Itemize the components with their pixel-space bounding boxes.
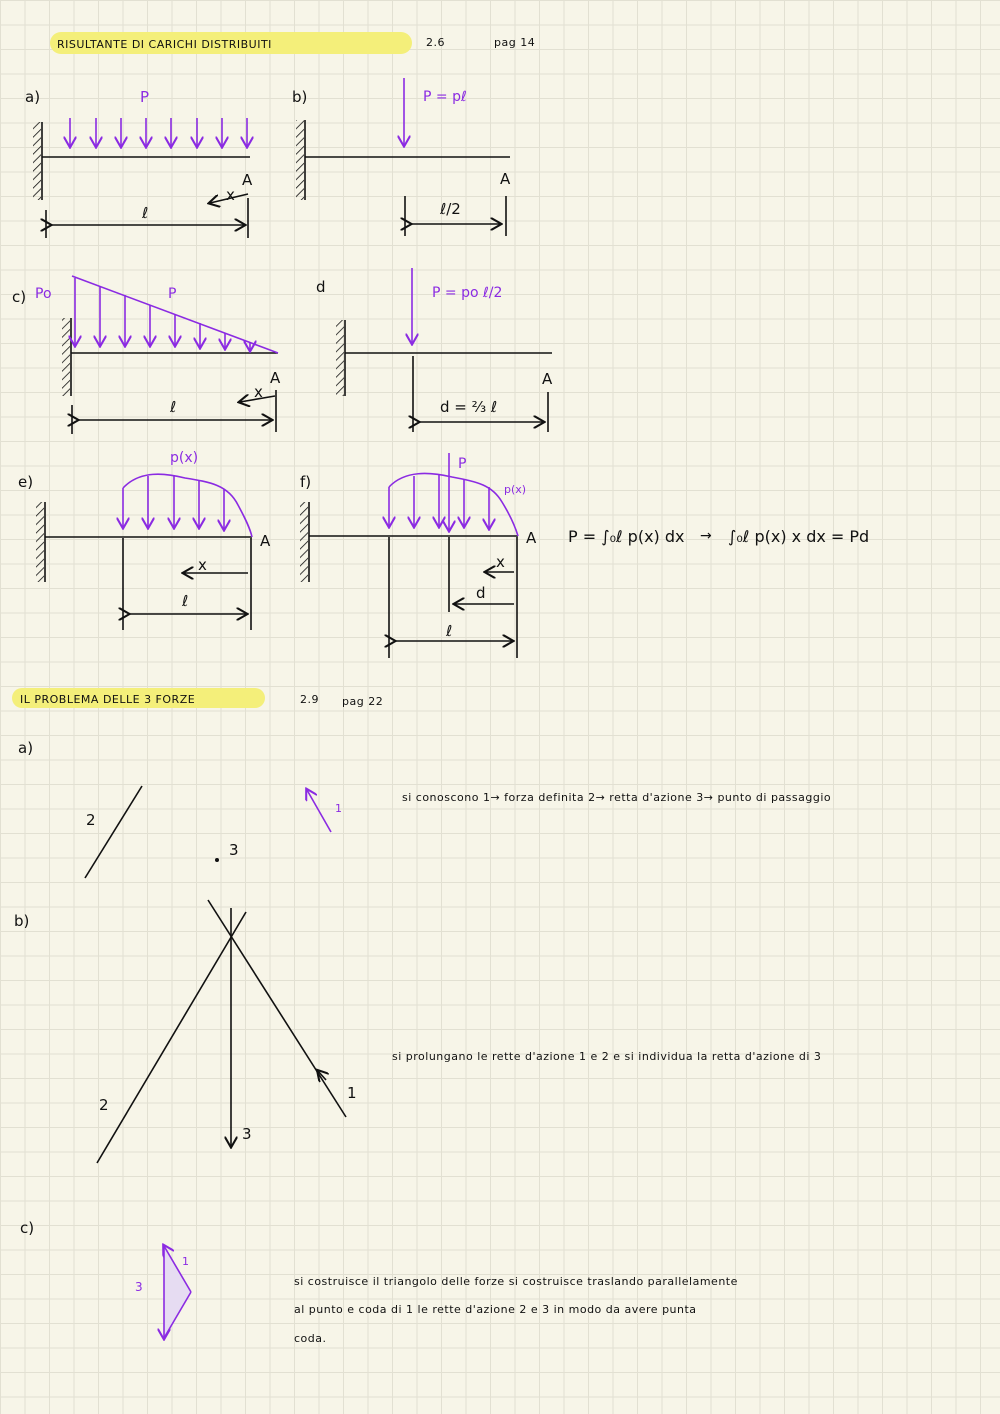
- label-d: d: [316, 278, 326, 296]
- point-A: A: [500, 170, 511, 188]
- arm-d: d: [476, 584, 486, 602]
- num-3: 3: [135, 1280, 143, 1294]
- point-A: A: [270, 369, 281, 387]
- num-1: 1: [182, 1255, 189, 1268]
- load-px: p(x): [170, 450, 199, 466]
- label-f: f): [300, 473, 312, 491]
- forces-b: [14, 900, 821, 1163]
- length-l: ℓ: [446, 622, 453, 640]
- line-of-action-2: [85, 786, 142, 878]
- formula-lhs: P = ∫₀ℓ p(x) dx: [568, 527, 685, 546]
- formula-rhs: ∫₀ℓ p(x) x dx = Pd: [728, 527, 870, 546]
- section1-ref: 2.6: [426, 36, 445, 49]
- point-A: A: [260, 532, 271, 550]
- label-b: b): [14, 912, 30, 930]
- num-3: 3: [242, 1125, 252, 1143]
- point-A: A: [542, 370, 553, 388]
- num-1: 1: [335, 802, 342, 815]
- note-c-line2: al punto e coda di 1 le rette d'azione 2 e 3 in modo da avere punta: [294, 1303, 697, 1316]
- resultant-P: P: [458, 456, 467, 472]
- diagram-c: [12, 276, 281, 434]
- num-2: 2: [99, 1096, 109, 1114]
- diagram-f: [300, 453, 537, 658]
- section2-title: IL PROBLEMA DELLE 3 FORZE: [20, 693, 196, 706]
- label-a: a): [18, 739, 34, 757]
- section2-ref: 2.9: [300, 693, 319, 706]
- length-l: ℓ: [170, 398, 177, 416]
- wall-hatch: [33, 122, 41, 200]
- note-c-line3: coda.: [294, 1332, 327, 1345]
- load-px: p(x): [504, 483, 527, 496]
- num-2: 2: [86, 811, 96, 829]
- force-1: [307, 790, 331, 832]
- load-po: Po: [35, 286, 52, 302]
- note-c-line1: si costruisce il triangolo delle forze si costruisce traslando parallelamente: [294, 1275, 738, 1288]
- formula-arrow: →: [700, 528, 712, 544]
- num-1: 1: [347, 1084, 357, 1102]
- forces-c: [20, 1219, 738, 1345]
- load-p: P: [168, 286, 177, 302]
- diagram-a: [25, 88, 253, 238]
- point-3: [215, 858, 219, 862]
- line-of-action-1: [208, 900, 346, 1117]
- forces-a: [18, 739, 831, 878]
- label-c: c): [12, 288, 27, 306]
- arm-d: d = ⅔ ℓ: [440, 398, 498, 416]
- resultant-P: P = pℓ: [423, 89, 467, 105]
- x-label: x: [198, 556, 207, 574]
- length-l: ℓ: [142, 204, 149, 222]
- section2-page: pag 22: [342, 695, 384, 708]
- x-label: x: [496, 553, 505, 571]
- resultant-P: P = po ℓ/2: [432, 285, 503, 301]
- load-p: P: [140, 88, 150, 106]
- section1-page: pag 14: [494, 36, 536, 49]
- point-A: A: [242, 171, 253, 189]
- num-3: 3: [229, 841, 239, 859]
- point-A: A: [526, 529, 537, 547]
- diagram-b: [292, 78, 511, 236]
- note-b: si prolungano le rette d'azione 1 e 2 e si individua la retta d'azione di 3: [392, 1050, 822, 1063]
- x-label: x: [254, 383, 263, 401]
- x-label: x: [226, 186, 235, 204]
- resultant-formula: [568, 527, 869, 546]
- diagram-d: [316, 268, 553, 432]
- diagram-e: [18, 450, 271, 630]
- section1-title: RISULTANTE DI CARICHI DISTRIBUITI: [57, 38, 272, 51]
- label-b: b): [292, 88, 308, 106]
- line-of-action-2: [97, 912, 246, 1163]
- label-a: a): [25, 88, 41, 106]
- length-l: ℓ: [182, 592, 189, 610]
- half-length: ℓ/2: [440, 200, 461, 218]
- note-a: si conoscono 1→ forza definita 2→ retta d'azione 3→ punto di passaggio: [402, 791, 832, 804]
- label-e: e): [18, 473, 34, 491]
- label-c: c): [20, 1219, 35, 1237]
